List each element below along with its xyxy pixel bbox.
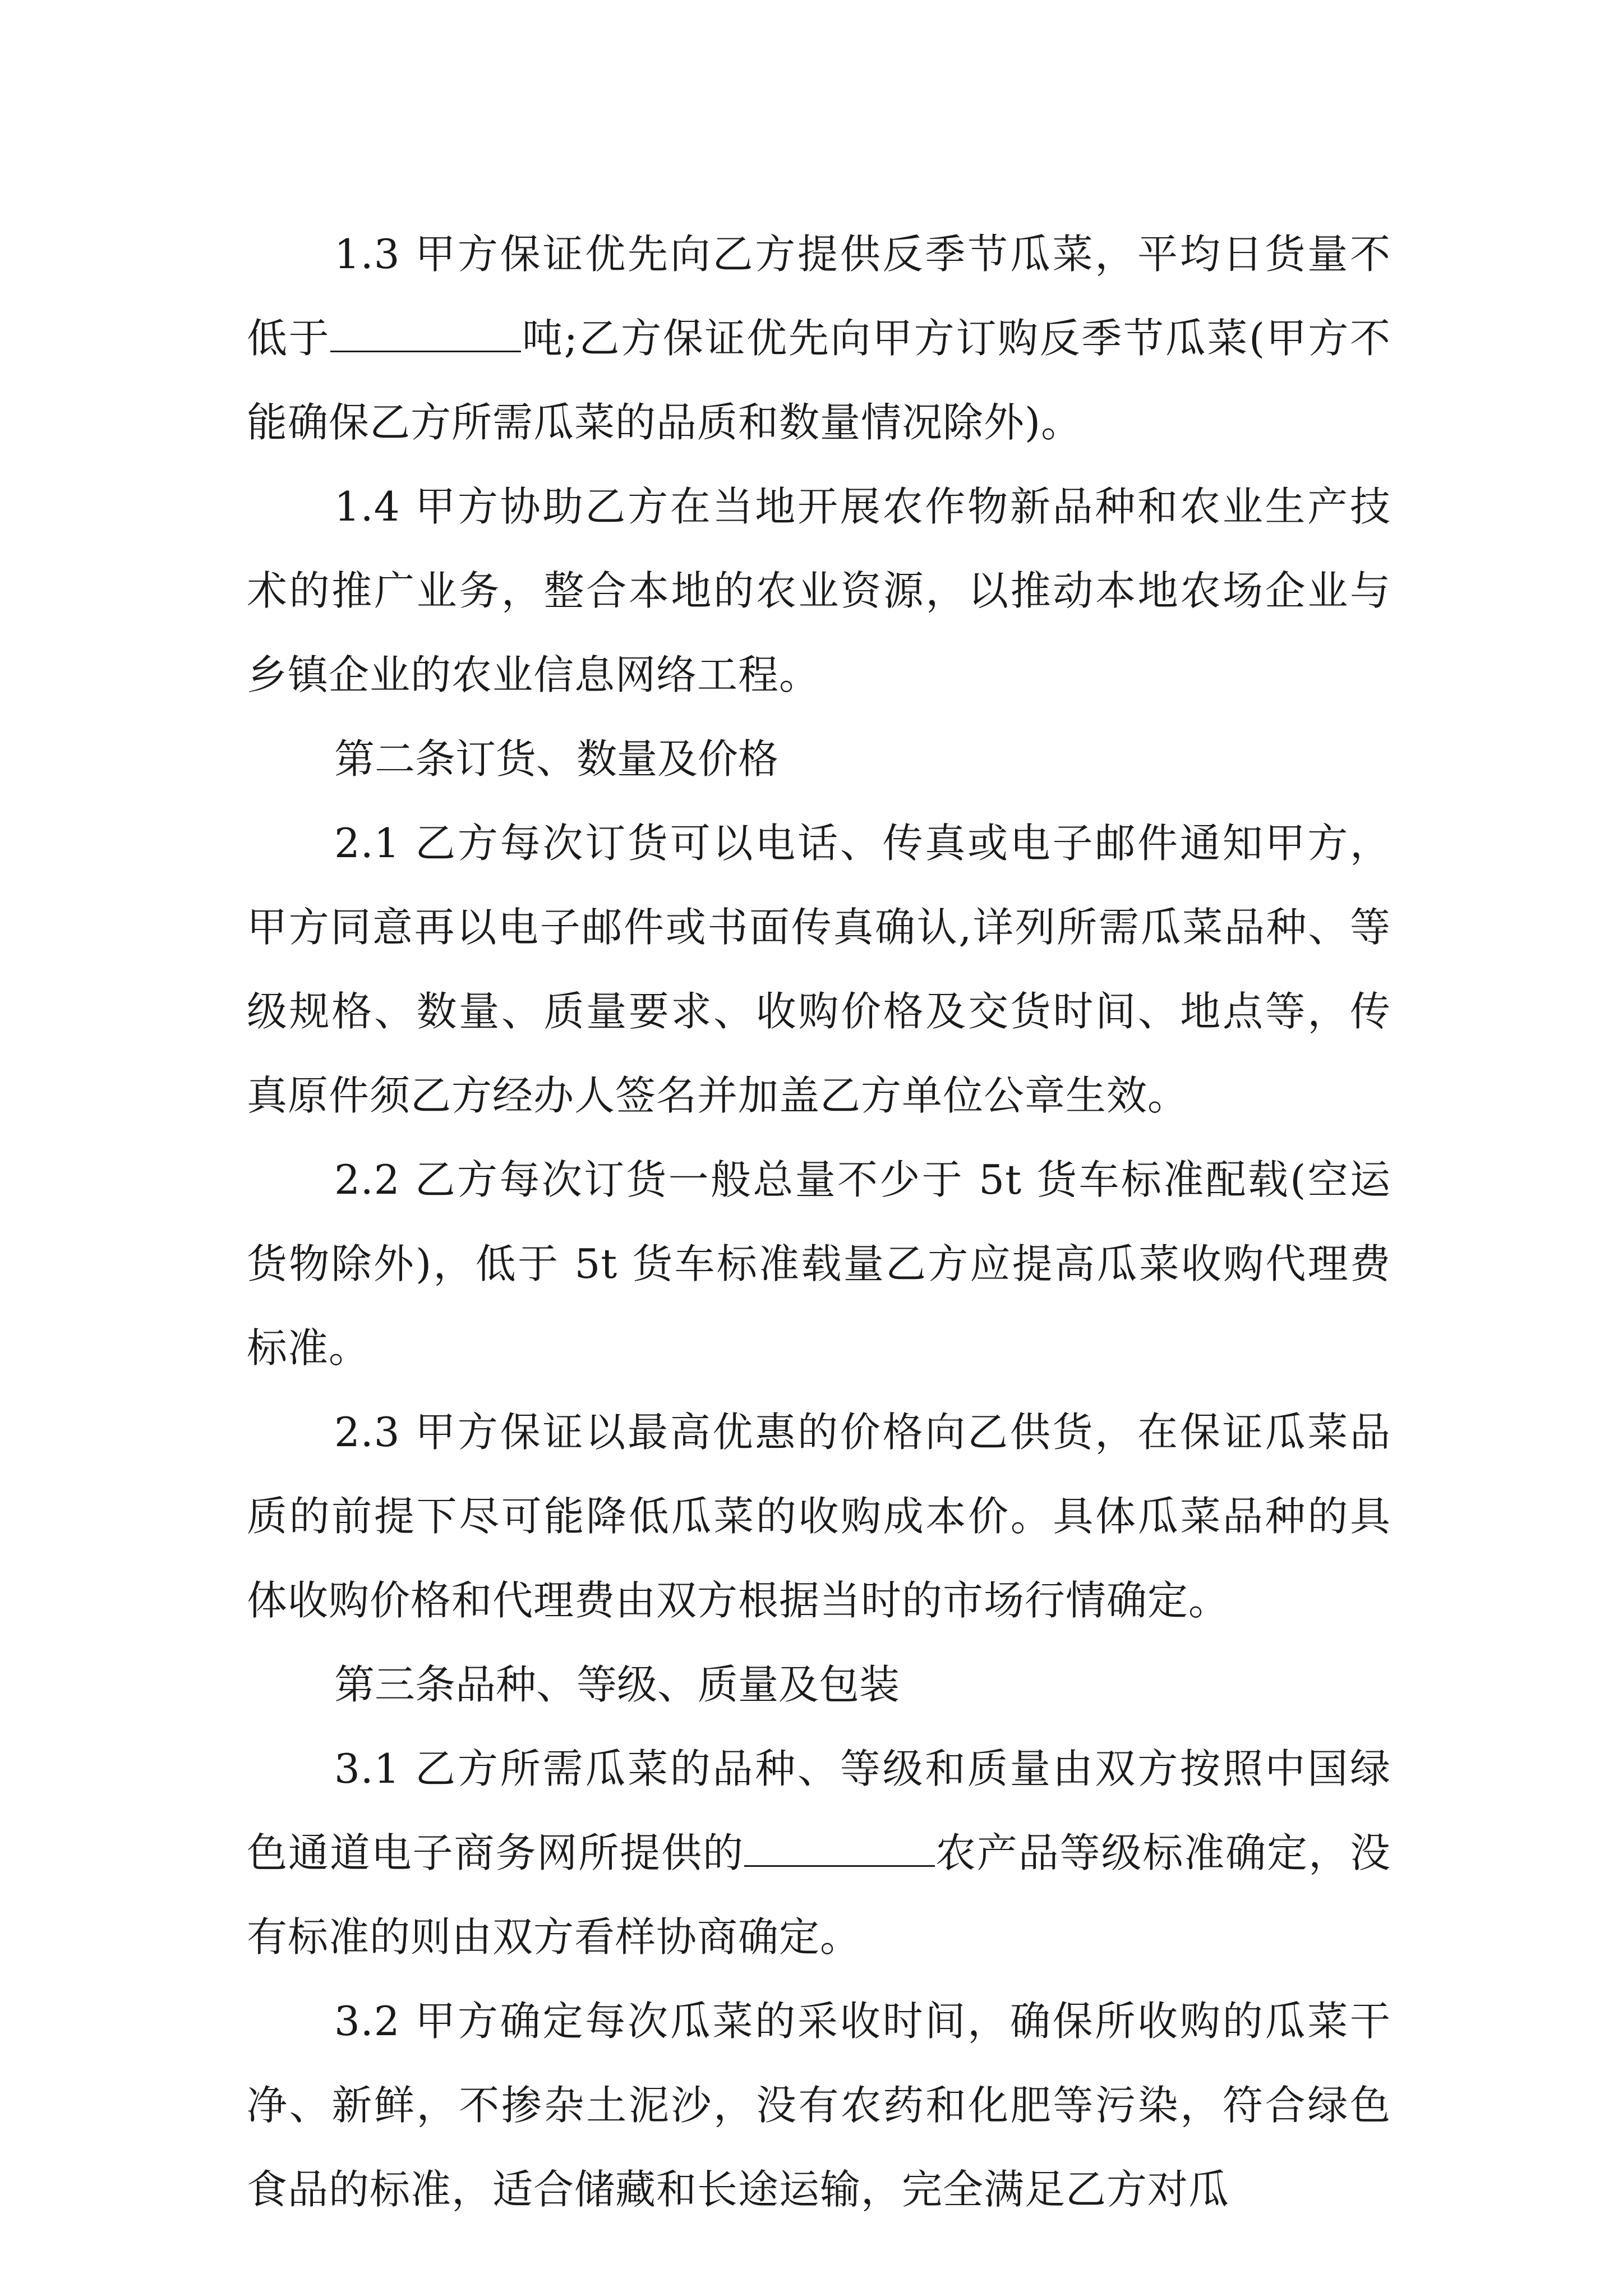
- clause-1-3-text-a: 1.3 甲方保证优先向乙方提供反季节瓜菜，平均日货量不低于: [247, 231, 1391, 362]
- article-3-heading: 第三条品种、等级、质量及包装: [334, 1661, 900, 1708]
- clause-1-4: 1.4 甲方协助乙方在当地开展农作物新品种和农业生产技术的推广业务，整合本地的农业资源，以推动本地农场企业与乡镇企业的农业信息网络工程。: [247, 483, 1391, 698]
- clause-1-3: [247, 212, 1391, 464]
- clause-2-1: 2.1 乙方每次订货可以电话、传真或电子邮件通知甲方，甲方同意再以电子邮件或书面传真确认,详列所需瓜菜品种、等级规格、数量、质量要求、收购价格及交货时间、地点等，传真原件须乙方经办人签名并加盖乙方单位公章生效。: [247, 820, 1391, 1119]
- article-2-heading: 第二条订货、数量及价格: [334, 735, 779, 783]
- blank-daily-volume-field: [330, 319, 521, 352]
- clause-3-2: 3.2 甲方确定每次瓜菜的采收时间，确保所收购的瓜菜干净、新鲜，不掺杂土泥沙，没有农药和化肥等污染，符合绿色食品的标准，适合储藏和长途运输，完全满足乙方对瓜: [247, 1998, 1391, 2213]
- clause-3-1-text-b: 农产品等级标准确定，没有标准的则由双方看样协商确定。: [247, 1829, 1391, 1961]
- blank-standard-field: [744, 1834, 935, 1867]
- clause-1-3-text-b: 吨;乙方保证优先向甲方订购反季节瓜菜(甲方不能确保乙方所需瓜菜的品质和数量情况除外)。: [247, 315, 1391, 446]
- clause-2-2: 2.2 乙方每次订货一般总量不少于 5t 货车标准配载(空运货物除外)，低于 5t 货车标准载量乙方应提高瓜菜收购代理费标准。: [247, 1156, 1391, 1372]
- clause-3-1: [247, 1727, 1391, 1979]
- document-page: [247, 212, 1391, 2231]
- clause-3-1-text-a: 3.1 乙方所需瓜菜的品种、等级和质量由双方按照中国绿色通道电子商务网所提供的: [247, 1745, 1391, 1876]
- clause-2-3: 2.3 甲方保证以最高优惠的价格向乙供货，在保证瓜菜品质的前提下尽可能降低瓜菜的收购成本价。具体瓜菜品种的具体收购价格和代理费由双方根据当时的市场行情确定。: [247, 1409, 1391, 1624]
